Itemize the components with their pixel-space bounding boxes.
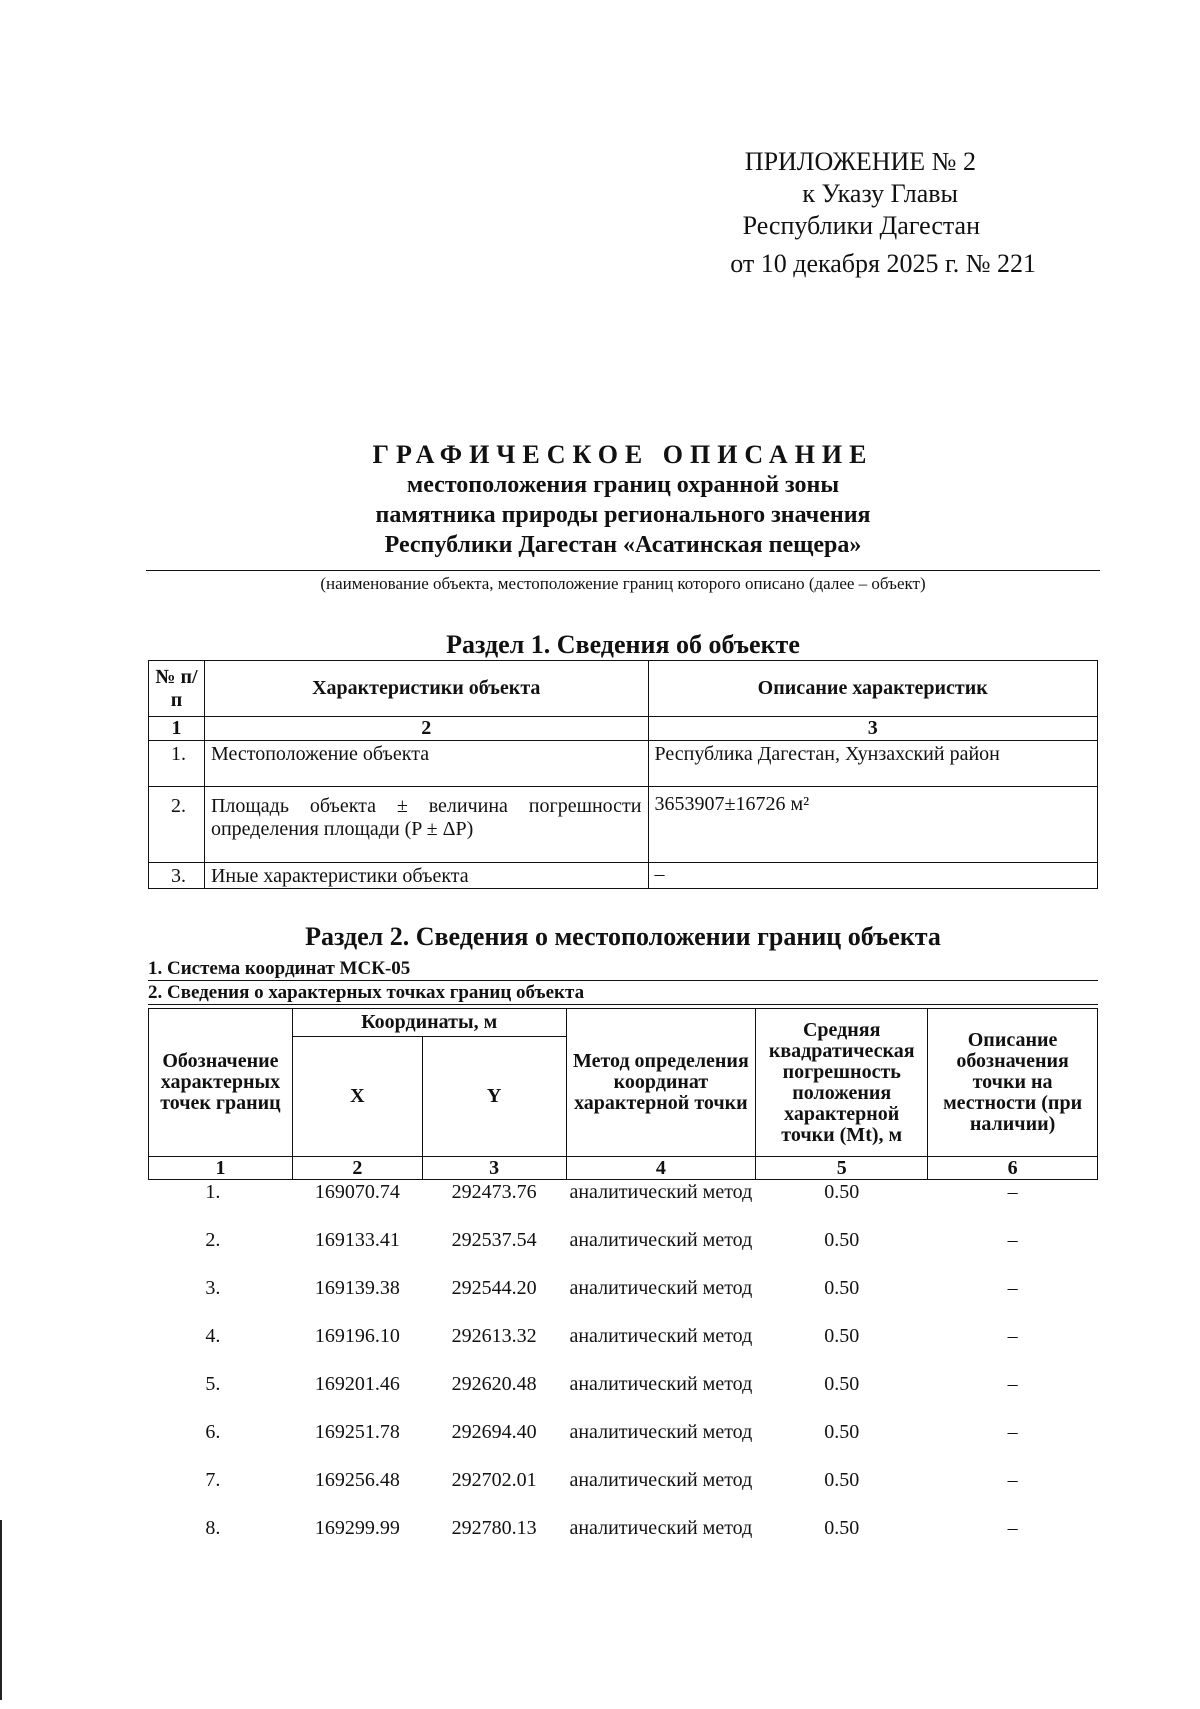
title-main: ГРАФИЧЕСКОЕ ОПИСАНИЕ [372,440,874,469]
table-row [149,1372,1098,1420]
header-error: Средняя квадратическая погрешность положения характерной точки (Mt), м [756,1009,928,1157]
point-y: 292694.40 [451,1421,537,1443]
point-desc: – [1007,1517,1018,1539]
title-underline [146,570,1100,571]
index-cell: 3 [422,1157,566,1180]
point-y: 292613.32 [451,1325,537,1347]
header-point: Обозначение характерных точек границ [149,1009,293,1157]
table-row [149,1324,1098,1372]
row-value: Республика Дагестан, Хунзахский район [648,741,1098,787]
header-y: Y [422,1037,566,1157]
point-x: 169133.41 [314,1229,400,1251]
title-line-3: памятника природы регионального значения [375,502,871,528]
point-number: 8. [205,1517,221,1539]
point-desc: – [1007,1277,1018,1299]
table-header-row [149,1009,1098,1037]
header-coordinates: Координаты, м [292,1009,566,1037]
point-method: аналитический метод [569,1421,753,1443]
index-cell: 2 [292,1157,422,1180]
point-y: 292537.54 [451,1229,537,1251]
point-x: 169070.74 [314,1181,400,1203]
index-cell: 3 [648,717,1098,741]
point-desc: – [1007,1229,1018,1251]
table-row [149,863,1098,889]
table-row [149,1180,1098,1229]
header-x: X [292,1037,422,1157]
row-number: 2. [149,787,205,863]
index-cell: 6 [928,1157,1098,1180]
points-subtitle: 2. Сведения о характерных точках границ объекта [148,982,1098,1005]
index-cell: 2 [204,717,648,741]
index-row [149,1157,1098,1180]
section-1-title: Раздел 1. Сведения об объекте [446,630,800,659]
point-desc: – [1007,1325,1018,1347]
point-y: 292544.20 [451,1277,537,1299]
appendix-date: от 10 декабря 2025 г. № 221 [730,249,1036,278]
row-characteristic: Местоположение объекта [204,741,648,787]
index-cell: 1 [149,1157,293,1180]
scan-edge-line [0,1520,2,1700]
point-number: 3. [205,1277,221,1299]
table-row [149,1420,1098,1468]
point-method: аналитический метод [569,1373,753,1395]
point-y: 292702.01 [451,1469,537,1491]
point-number: 2. [205,1229,221,1251]
point-mt: 0.50 [824,1421,860,1443]
appendix-header [596,146,1036,280]
table-row [149,1228,1098,1276]
table-row [149,1516,1098,1564]
title-line-4: Республики Дагестан «Асатинская пещера» [384,532,862,558]
table-row [149,787,1098,863]
point-method: аналитический метод [569,1277,753,1299]
point-number: 1. [205,1181,221,1203]
index-row [149,717,1098,741]
object-info-table [148,660,1098,889]
point-x: 169139.38 [314,1277,400,1299]
point-mt: 0.50 [824,1325,860,1347]
index-cell: 4 [566,1157,756,1180]
point-y: 292780.13 [451,1517,537,1539]
coordinate-system: 1. Система координат МСК-05 [148,958,1098,981]
header-description: Описание обозначения точки на местности (при наличии) [928,1009,1098,1157]
point-desc: – [1007,1469,1018,1491]
point-x: 169196.10 [314,1325,400,1347]
row-characteristic: Площадь объекта ± величина погрешности определения площади (P ± ΔP) [204,787,648,863]
point-x: 169251.78 [314,1421,400,1443]
point-method: аналитический метод [569,1517,753,1539]
point-number: 7. [205,1469,221,1491]
document-title [146,440,1100,560]
point-mt: 0.50 [824,1229,860,1251]
index-cell: 1 [149,717,205,741]
point-mt: 0.50 [824,1181,860,1203]
row-number: 3. [149,863,205,889]
row-value: 3653907±16726 м² [648,787,1098,863]
point-x: 169299.99 [314,1517,400,1539]
title-hint: (наименование объекта, местоположение границ которого описано (далее – объект) [320,574,926,593]
row-value: – [648,863,1098,889]
appendix-reference: к Указу Главы [802,179,958,208]
table-row [149,1276,1098,1324]
point-x: 169256.48 [314,1469,400,1491]
point-mt: 0.50 [824,1469,860,1491]
table-header-row [149,661,1098,717]
header-description: Описание характеристик [648,661,1098,717]
header-method: Метод определения координат характерной точки [566,1009,756,1157]
section-2-title: Раздел 2. Сведения о местоположении границ объекта [305,922,941,951]
row-characteristic: Иные характеристики объекта [204,863,648,889]
point-mt: 0.50 [824,1277,860,1299]
row-number: 1. [149,741,205,787]
index-cell: 5 [756,1157,928,1180]
header-characteristics: Характеристики объекта [204,661,648,717]
point-y: 292620.48 [451,1373,537,1395]
title-line-2: местоположения границ охранной зоны [406,472,840,498]
point-desc: – [1007,1373,1018,1395]
point-desc: – [1007,1181,1018,1203]
appendix-number: ПРИЛОЖЕНИЕ № 2 [744,147,976,176]
point-y: 292473.76 [451,1181,537,1203]
point-x: 169201.46 [314,1373,400,1395]
point-method: аналитический метод [569,1325,753,1347]
table-row [149,1468,1098,1516]
point-mt: 0.50 [824,1517,860,1539]
point-number: 6. [205,1421,221,1443]
header-number: № п/п [149,661,205,717]
boundary-points-table [148,1008,1098,1564]
point-desc: – [1007,1421,1018,1443]
point-number: 5. [205,1373,221,1395]
point-method: аналитический метод [569,1469,753,1491]
table-row [149,741,1098,787]
point-mt: 0.50 [824,1373,860,1395]
point-number: 4. [205,1325,221,1347]
point-method: аналитический метод [569,1229,753,1251]
point-method: аналитический метод [569,1181,753,1203]
appendix-republic: Республики Дагестан [742,211,980,240]
